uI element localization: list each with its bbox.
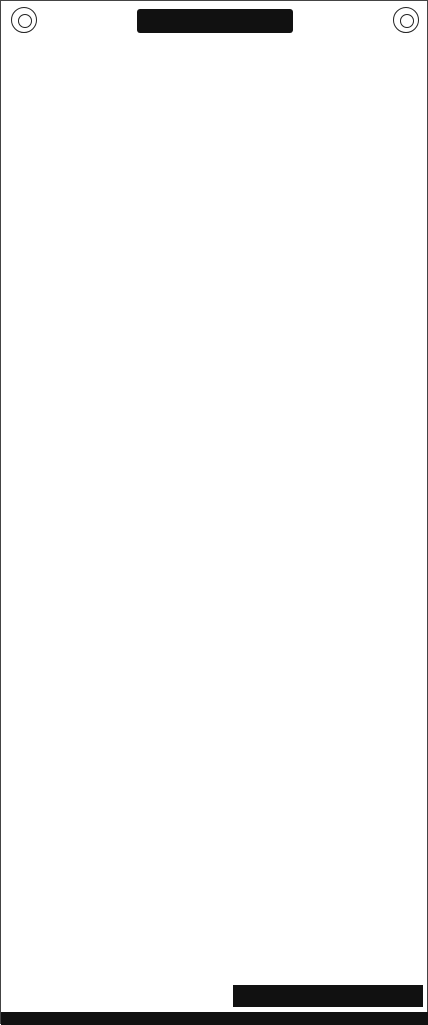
watermark-url [41, 80, 300, 411]
signature-box [233, 985, 423, 1007]
signature-block [7, 985, 423, 1007]
department-logo [393, 7, 419, 33]
social-footer [1, 1012, 428, 1025]
page-title [137, 9, 293, 33]
header [7, 7, 423, 43]
government-seal-logo [11, 7, 37, 33]
intro-paragraph [7, 41, 423, 85]
